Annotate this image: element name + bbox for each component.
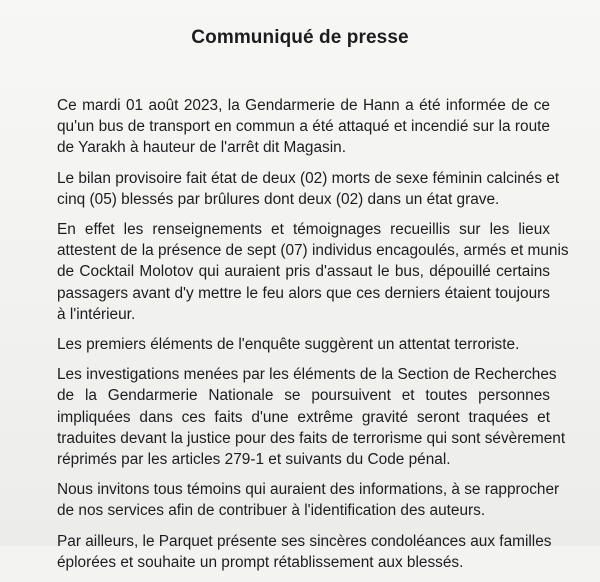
paragraph-1 (57, 95, 550, 159)
text-line: Les premiers éléments de l'enquête suggèrent un attentat terroriste. (57, 336, 520, 354)
text-line: Les investigations menées par les éléments de la Section de Recherches (57, 366, 557, 384)
paragraph-2 (57, 168, 560, 210)
document-body (57, 95, 569, 582)
text-line: Le bilan provisoire fait état de deux (02) morts de sexe féminin calcinés et (57, 169, 560, 187)
text-line: éplorées et souhaite un prompt rétablissement aux blessés. (57, 553, 464, 571)
text-line: réprimés par les articles 279-1 et suivants du Code pénal. (57, 451, 451, 469)
paragraph-5 (57, 364, 566, 470)
text-line: de la Gendarmerie Nationale se poursuivent et toutes personnes (57, 387, 550, 405)
text-line: Par ailleurs, le Parquet présente ses sincères condoléances aux familles (57, 532, 552, 550)
text-line: passagers avant d'y mettre le feu alors que ces derniers étaient toujours (57, 284, 550, 302)
text-line: cinq (05) blessés par brûlures dont deux (02) dans un état grave. (57, 190, 500, 208)
paragraph-4 (57, 334, 550, 355)
text-line: En effet les renseignements et témoignages recueillis sur les lieux (57, 221, 550, 239)
text-line: Ce mardi 01 août 2023, la Gendarmerie de Hann a été informée de ce (57, 97, 550, 114)
text-line: Nous invitons tous témoins qui auraient des informations, à se rapprocher (57, 481, 560, 499)
text-line: impliquées dans ces faits d'une extrême gravité seront traquées et (57, 408, 550, 426)
text-line: de Yarakh à hauteur de l'arrêt dit Magasin. (57, 139, 346, 157)
page-title: Communiqué de presse (191, 27, 409, 48)
text-line: qu'un bus de transport en commun a été attaqué et incendié sur la route (57, 118, 550, 136)
text-line: de nos services afin de contribuer à l'identification des auteurs. (57, 502, 486, 520)
paragraph-7 (57, 531, 550, 573)
text-line: à l'intérieur. (57, 305, 136, 323)
text-line: traduites devant la justice pour des faits de terrorisme qui sont sévèrement (57, 429, 566, 447)
paragraph-3 (57, 219, 569, 325)
paragraph-6 (57, 479, 560, 521)
text-line: attestent de la présence de sept (07) individus encagoulés, armés et munis (57, 242, 569, 260)
text-line: de Cocktail Molotov qui auraient pris d'assaut le bus, dépouillé certains (57, 263, 550, 281)
